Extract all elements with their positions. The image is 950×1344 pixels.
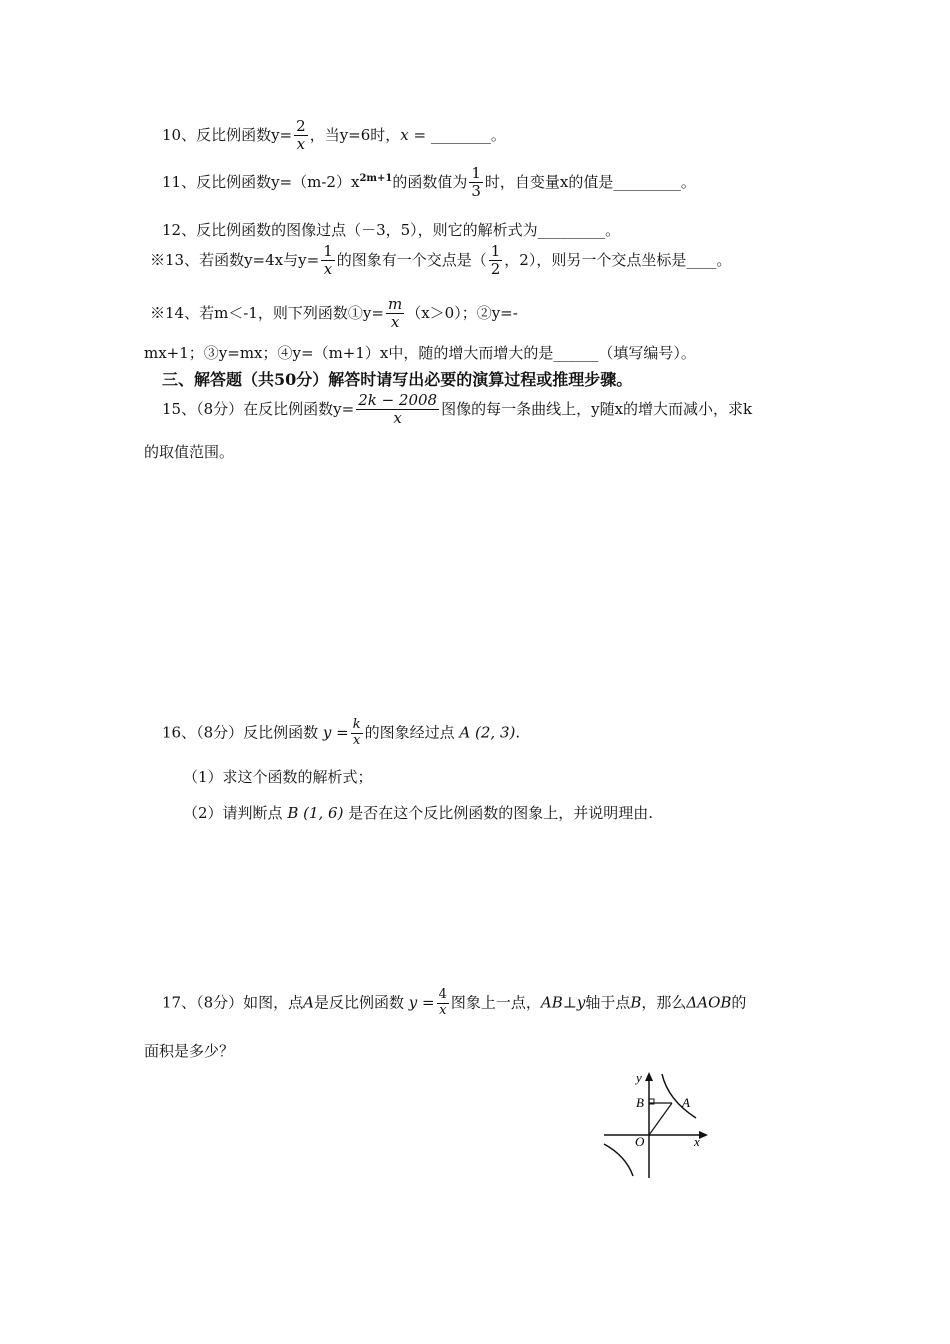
label-o: O: [635, 1134, 645, 1149]
fraction: $\frac{2}{x}$: [296, 117, 306, 154]
fraction: $\frac{4}{x}$: [438, 987, 447, 1018]
question-16-part1: （1）求这个函数的解析式；: [183, 768, 373, 786]
label-b: B: [636, 1095, 644, 1110]
question-14: ※14、若m＜-1，则下列函数①y= $\frac{m}{x}$ （x＞0）；②y=-: [150, 295, 518, 332]
section-heading: 三、解答题（共50分）解答时请写出必要的演算过程或推理步骤。: [162, 370, 633, 389]
question-10: 10、反比例函数y= $\frac{2}{x}$ ，当y=6时，x = ________。: [162, 117, 506, 154]
question-16: 16、（8分）反比例函数 y = $\frac{k}{x}$ 的图象经过点 A (2, 3).: [162, 717, 521, 748]
question-15: 15、（8分）在反比例函数y= $\frac{2k - 2008}{x}$ 图像的每一条曲线上，y随x的增大而减小，求k: [162, 391, 753, 428]
segment-oa: [649, 1103, 672, 1135]
y-axis-arrow: [645, 1072, 653, 1081]
question-15-line2: 的取值范围。: [144, 443, 235, 461]
fraction: $\frac{1}{3}$: [471, 164, 481, 201]
question-12: 12、反比例函数的图像过点（－3，5），则它的解析式为_________。: [162, 221, 621, 239]
hyperbola-branch-lower: [604, 1144, 633, 1176]
x-axis-arrow: [699, 1131, 708, 1139]
question-13: ※13、若函数y=4x与y= $\frac{1}{x}$ 的图象有一个交点是（ $\frac{1}{2}$ ，2），则另一个交点坐标是____。: [150, 242, 732, 279]
question-14-line2: mx+1；③y=mx；④y=（m+1）x中，随的增大而增大的是______（填写编号）。: [144, 344, 696, 362]
fraction: $\frac{1}{2}$: [490, 242, 501, 279]
question-17-line2: 面积是多少？: [144, 1042, 235, 1060]
hyperbola-figure: [596, 1066, 726, 1182]
fraction: $\frac{m}{x}$: [387, 295, 403, 332]
question-17: 17、（8分）如图，点A是反比例函数 y = $\frac{4}{x}$ 图象上一点，AB⊥y轴于点B，那么ΔAOB的: [162, 987, 747, 1018]
fraction: $\frac{2k - 2008}{x}$: [358, 391, 438, 428]
fraction: $\frac{k}{x}$: [352, 717, 361, 748]
label-y: y: [636, 1070, 642, 1085]
fraction: $\frac{1}{x}$: [323, 242, 333, 279]
question-11: 11、反比例函数$y=(m-2)x^{2m+1}$的函数值为 $\frac{1}{3}$ 时，自变量x的值是_________。: [162, 164, 696, 201]
question-16-part2: （2）请判断点 B (1, 6) 是否在这个反比例函数的图象上，并说明理由.: [183, 804, 654, 822]
label-x: x: [694, 1134, 700, 1149]
hyperbola-branch-upper: [662, 1074, 696, 1118]
label-a: A: [682, 1095, 690, 1110]
